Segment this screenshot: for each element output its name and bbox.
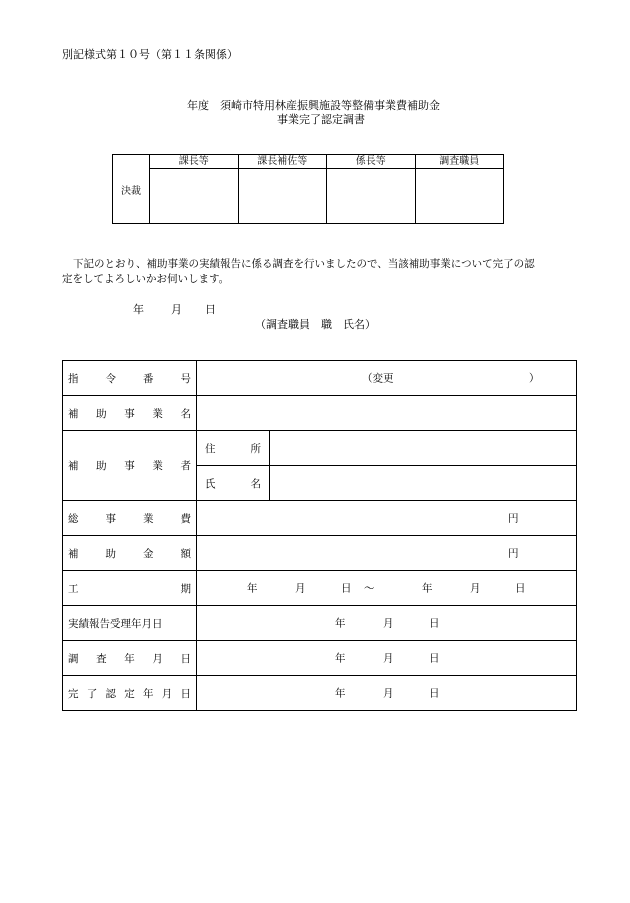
label-completion-date: 完 了 認 定 年 月 日 [63, 676, 197, 711]
report-received-year: 年 [335, 617, 346, 630]
completion-month: 月 [383, 687, 394, 700]
approval-stamp-section-chief[interactable] [150, 169, 239, 224]
date-year: 年 [133, 303, 144, 316]
period-month: 月 [295, 582, 306, 595]
survey-date-field[interactable] [197, 641, 577, 676]
report-received-month: 月 [383, 617, 394, 630]
row-operator-address [63, 431, 577, 466]
approval-col-section-chief: 課長等 [150, 155, 239, 169]
row-period [63, 571, 577, 606]
approval-stamp-unit-chief[interactable] [327, 169, 416, 224]
label-address: 住 所 [197, 431, 270, 466]
completion-day: 日 [429, 687, 440, 700]
approval-stamp-inspector[interactable] [415, 169, 504, 224]
total-cost-unit: 円 [508, 512, 519, 525]
directive-number-field[interactable] [197, 361, 577, 396]
survey-year: 年 [335, 652, 346, 665]
label-report-received: 実績報告受理年月日 [63, 606, 197, 641]
form-id: 別記様式第１０号（第１１条関係） [62, 48, 238, 61]
row-report-received [63, 606, 577, 641]
completion-date-field[interactable] [197, 676, 577, 711]
label-total-cost: 総 事 業 費 [63, 501, 197, 536]
row-project-name [63, 396, 577, 431]
period-year2: 年 [422, 582, 433, 595]
survey-month: 月 [383, 652, 394, 665]
address-field[interactable] [270, 431, 577, 466]
details-table [62, 360, 577, 711]
total-cost-field[interactable] [197, 501, 577, 536]
report-received-field[interactable] [197, 606, 577, 641]
completion-year: 年 [335, 687, 346, 700]
approval-col-deputy-chief: 課長補佐等 [238, 155, 327, 169]
row-subsidy [63, 536, 577, 571]
period-day2: 日 [515, 582, 526, 595]
change-open: （変更 [362, 372, 394, 385]
name-field[interactable] [270, 466, 577, 501]
period-day: 日 [341, 582, 352, 595]
approval-col-unit-chief: 係長等 [327, 155, 416, 169]
page-title-line1: 年度 須崎市特用林産振興施設等整備事業費補助金 [187, 99, 440, 112]
body-text-line2: 定をしてよろしいかお伺いします。 [62, 273, 230, 285]
period-field[interactable] [197, 571, 577, 606]
row-directive-number [63, 361, 577, 396]
subsidy-unit: 円 [508, 547, 519, 560]
subsidy-field[interactable] [197, 536, 577, 571]
row-completion-date [63, 676, 577, 711]
approval-col-inspector: 調査職員 [415, 155, 504, 169]
label-subsidy: 補 助 金 額 [63, 536, 197, 571]
label-survey-date: 調 査 年 月 日 [63, 641, 197, 676]
approval-label: 決裁 [113, 155, 150, 224]
period-tilde: ～ [364, 582, 375, 595]
approval-stamp-deputy-chief[interactable] [238, 169, 327, 224]
page-title-line2: 事業完了認定調書 [277, 113, 365, 126]
project-name-field[interactable] [197, 396, 577, 431]
signer-label: （調査職員 職 氏名） [255, 318, 376, 331]
period-year: 年 [247, 582, 258, 595]
date-month: 月 [171, 303, 182, 316]
row-survey-date [63, 641, 577, 676]
report-received-day: 日 [429, 617, 440, 630]
date-day: 日 [205, 303, 216, 316]
approval-table [112, 154, 504, 224]
label-operator: 補 助 事 業 者 [63, 431, 197, 501]
label-project-name: 補 助 事 業 名 [63, 396, 197, 431]
survey-day: 日 [429, 652, 440, 665]
label-period: 工 期 [63, 571, 197, 606]
change-close: ） [529, 372, 540, 385]
label-directive-number: 指 令 番 号 [63, 361, 197, 396]
period-month2: 月 [470, 582, 481, 595]
label-name: 氏 名 [197, 466, 270, 501]
body-text-line1: 下記のとおり、補助事業の実績報告に係る調査を行いましたので、当該補助事業について完了の認 [73, 258, 535, 270]
row-total-cost [63, 501, 577, 536]
